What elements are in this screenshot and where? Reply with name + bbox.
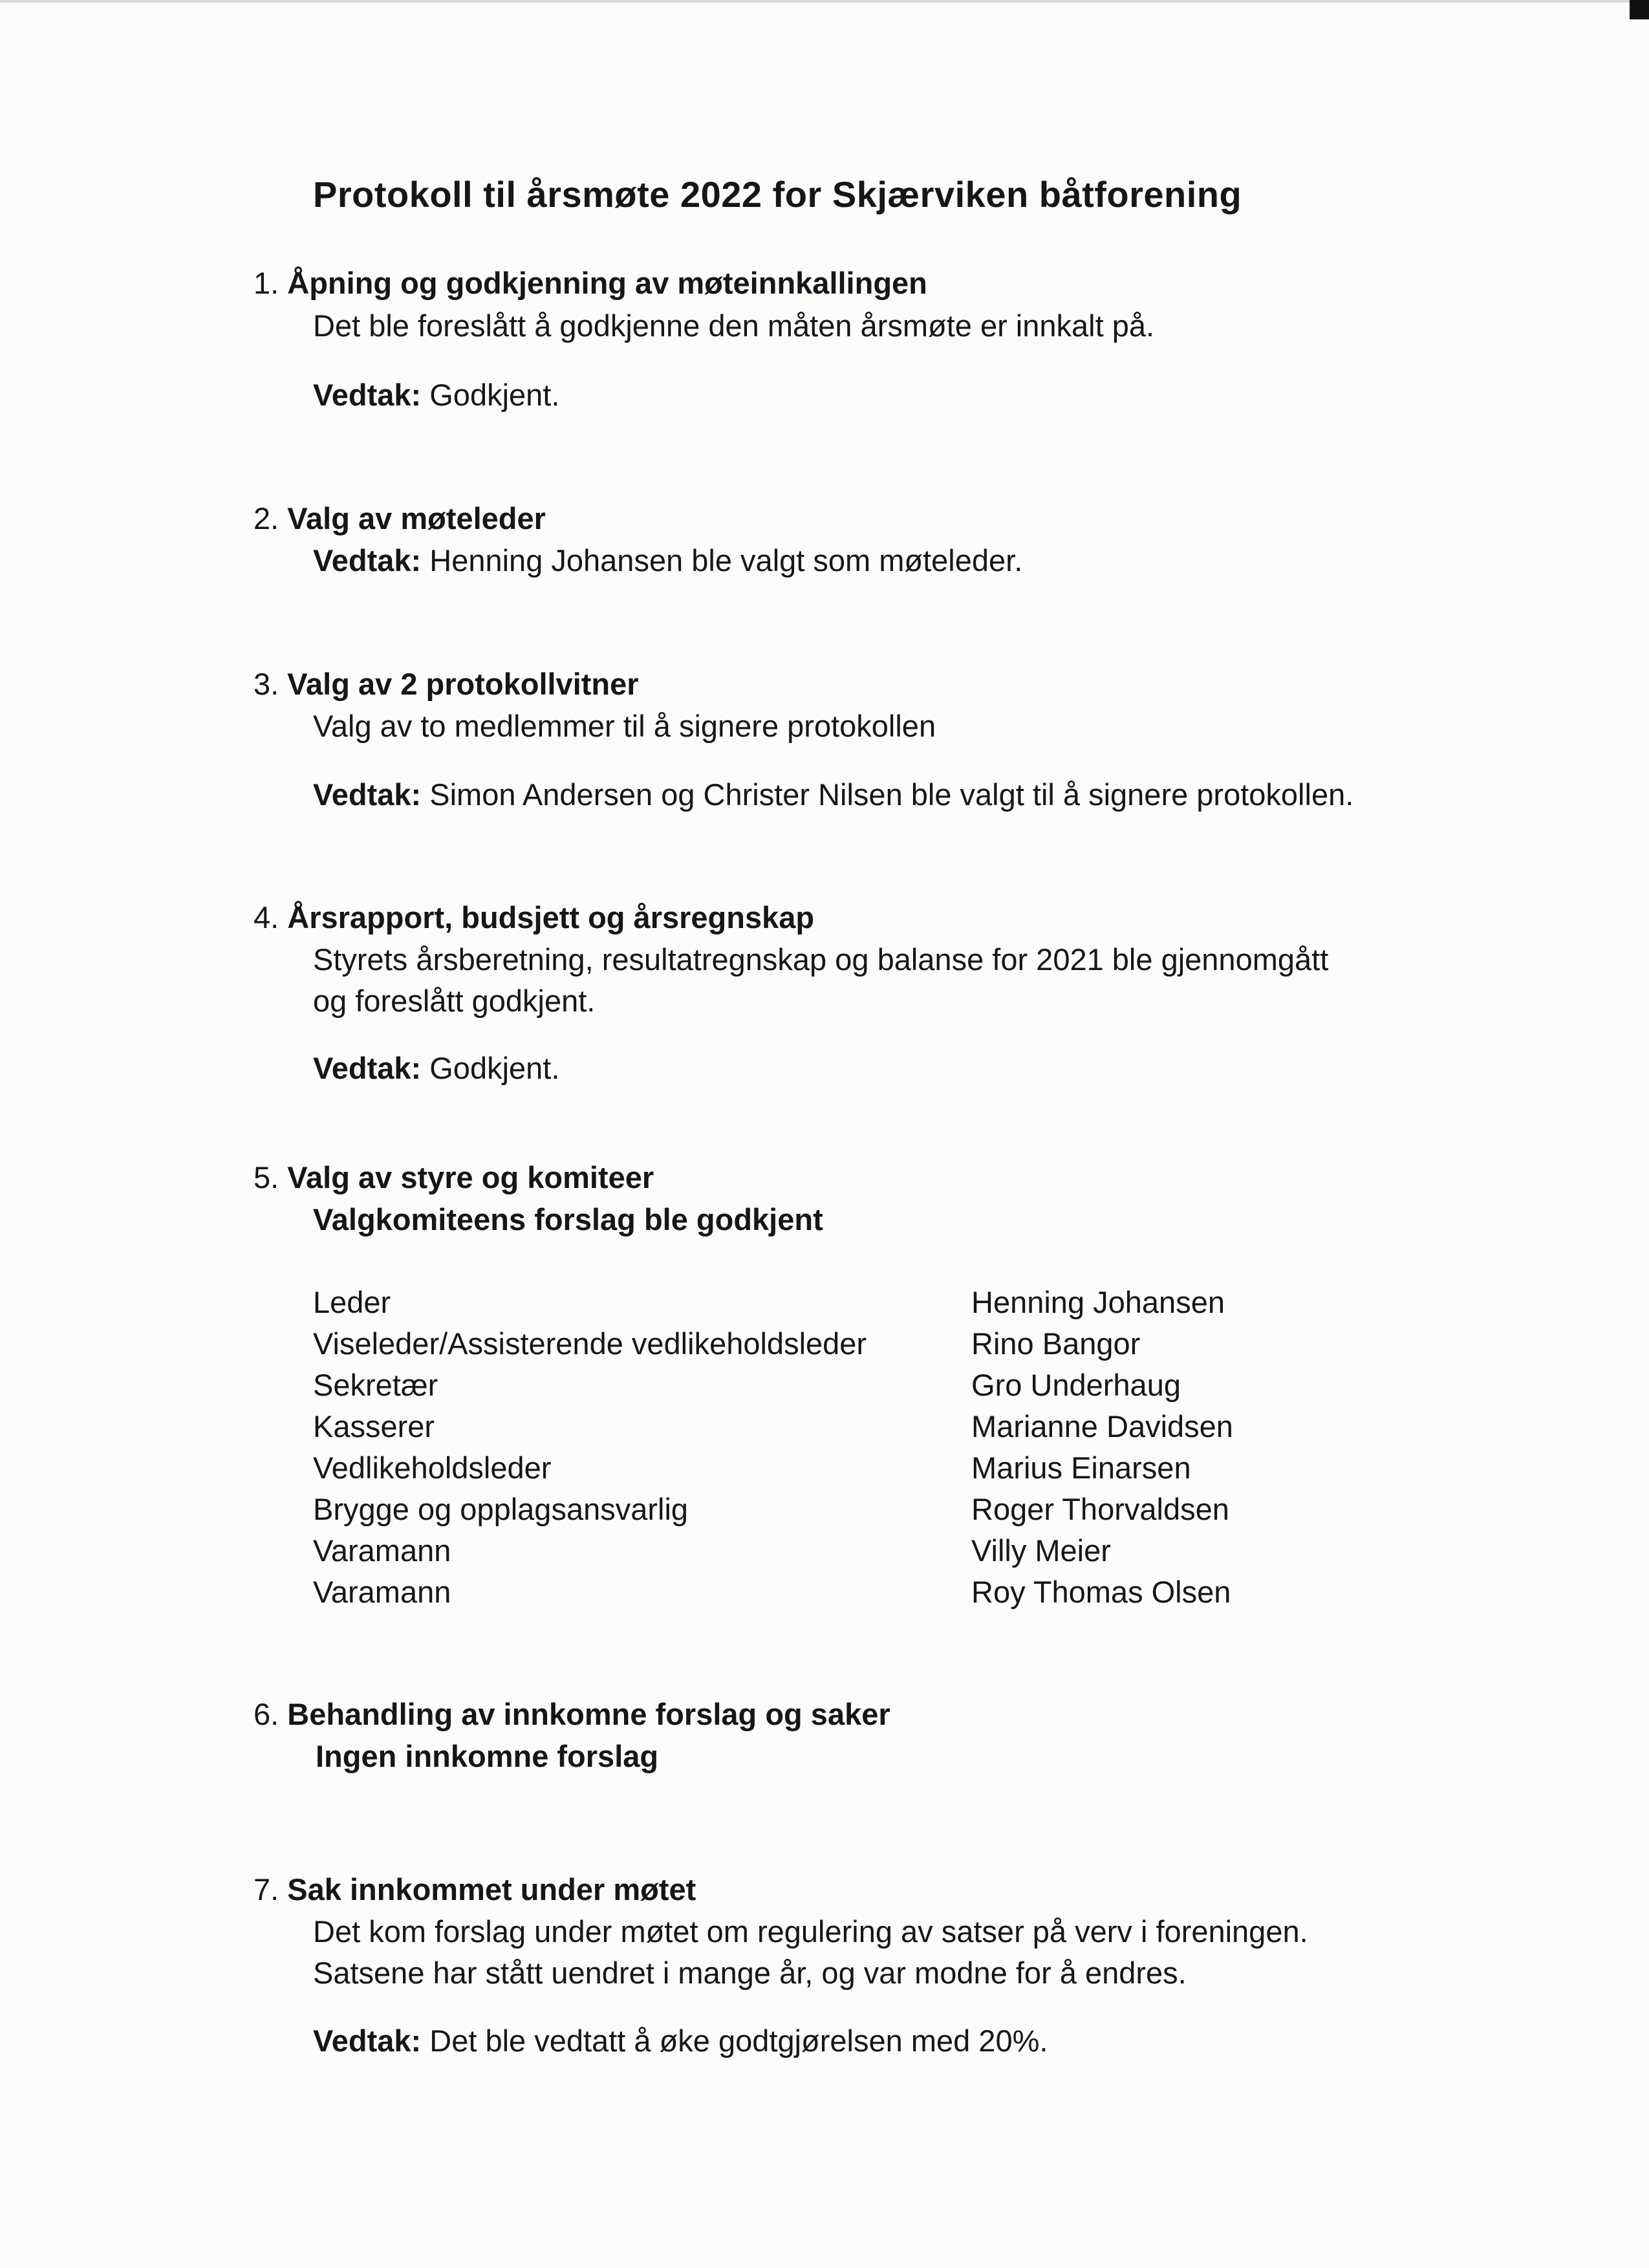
role-label: Leder	[313, 1285, 391, 1319]
item-3-heading	[253, 669, 639, 699]
role-label: Varamann	[313, 1533, 451, 1568]
item-heading: Behandling av innkomne forslag og saker	[287, 1697, 890, 1731]
item-heading: Årsrapport, budsjett og årsregnskap	[287, 900, 815, 934]
item-heading: Åpning og godkjenning av møteinnkallingen	[287, 266, 927, 300]
role-label: Sekretær	[313, 1368, 438, 1402]
decision-label: Vedtak:	[313, 777, 422, 812]
item-4-decision	[313, 1053, 559, 1083]
item-3-decision	[313, 779, 1353, 810]
item-5-heading	[253, 1162, 654, 1193]
role-holder-name: Marianne Davidsen	[971, 1409, 1233, 1443]
document-title: Protokoll til årsmøte 2022 for Skjærviken båtforening	[313, 174, 1242, 215]
role-label: Vedlikeholdsleder	[313, 1451, 552, 1485]
item-number: 7.	[253, 1872, 279, 1906]
decision-label: Vedtak:	[313, 2024, 422, 2058]
role-label: Brygge og opplagsansvarlig	[313, 1492, 689, 1526]
decision-text: Godkjent.	[429, 378, 560, 412]
item-7-text-line-2: Satsene har stått uendret i mange år, og var modne for å endres.	[313, 1956, 1187, 1990]
item-6-subheading: Ingen innkomne forslag	[316, 1739, 659, 1773]
decision-text: Det ble vedtatt å øke godtgjørelsen med 20%.	[429, 2024, 1048, 2058]
decision-label: Vedtak:	[313, 1051, 422, 1085]
item-4-text-line-1: Styrets årsberetning, resultatregnskap og balanse for 2021 ble gjennomgått	[313, 942, 1329, 977]
item-2-heading	[253, 503, 546, 534]
item-number: 2.	[253, 501, 279, 535]
item-7-heading	[253, 1874, 696, 1905]
item-number: 1.	[253, 266, 279, 300]
decision-label: Vedtak:	[313, 543, 422, 578]
item-heading: Valg av styre og komiteer	[287, 1160, 654, 1194]
scan-corner-mark	[1630, 0, 1649, 19]
role-holder-name: Rino Bangor	[971, 1326, 1141, 1361]
role-holder-name: Villy Meier	[971, 1533, 1111, 1568]
item-1-text: Det ble foreslått å godkjenne den måten årsmøte er innkalt på.	[313, 308, 1155, 343]
role-label: Varamann	[313, 1575, 451, 1609]
decision-text: Simon Andersen og Christer Nilsen ble valgt til å signere protokollen.	[429, 777, 1354, 812]
item-5-subheading: Valgkomiteens forslag ble godkjent	[313, 1202, 823, 1237]
item-1-decision	[313, 380, 559, 410]
role-holder-name: Marius Einarsen	[971, 1451, 1191, 1485]
item-2-decision	[313, 545, 1022, 576]
item-4-text-line-2: og foreslått godkjent.	[313, 984, 596, 1018]
item-7-decision	[313, 2025, 1048, 2056]
role-holder-name: Roy Thomas Olsen	[971, 1575, 1231, 1609]
item-3-text: Valg av to medlemmer til å signere protokollen	[313, 709, 936, 743]
item-number: 4.	[253, 900, 279, 934]
item-heading: Valg av 2 protokollvitner	[287, 667, 639, 701]
role-label: Viseleder/Assisterende vedlikeholdsleder	[313, 1326, 867, 1361]
role-holder-name: Gro Underhaug	[971, 1368, 1181, 1402]
item-7-text-line-1: Det kom forslag under møtet om regulering av satser på verv i foreningen.	[313, 1914, 1308, 1949]
role-label: Kasserer	[313, 1409, 435, 1443]
item-6-heading	[253, 1699, 890, 1729]
scan-edge-top	[0, 0, 1649, 3]
item-number: 5.	[253, 1160, 279, 1194]
item-heading: Valg av møteleder	[287, 501, 546, 535]
item-number: 6.	[253, 1697, 279, 1731]
decision-text: Henning Johansen ble valgt som møteleder.	[429, 543, 1023, 578]
role-holder-name: Roger Thorvaldsen	[971, 1492, 1229, 1526]
item-1-heading	[253, 268, 927, 298]
item-4-heading	[253, 902, 814, 933]
item-number: 3.	[253, 667, 279, 701]
decision-text: Godkjent.	[429, 1051, 560, 1085]
item-heading: Sak innkommet under møtet	[287, 1872, 696, 1906]
decision-label: Vedtak:	[313, 378, 422, 412]
role-holder-name: Henning Johansen	[971, 1285, 1225, 1319]
